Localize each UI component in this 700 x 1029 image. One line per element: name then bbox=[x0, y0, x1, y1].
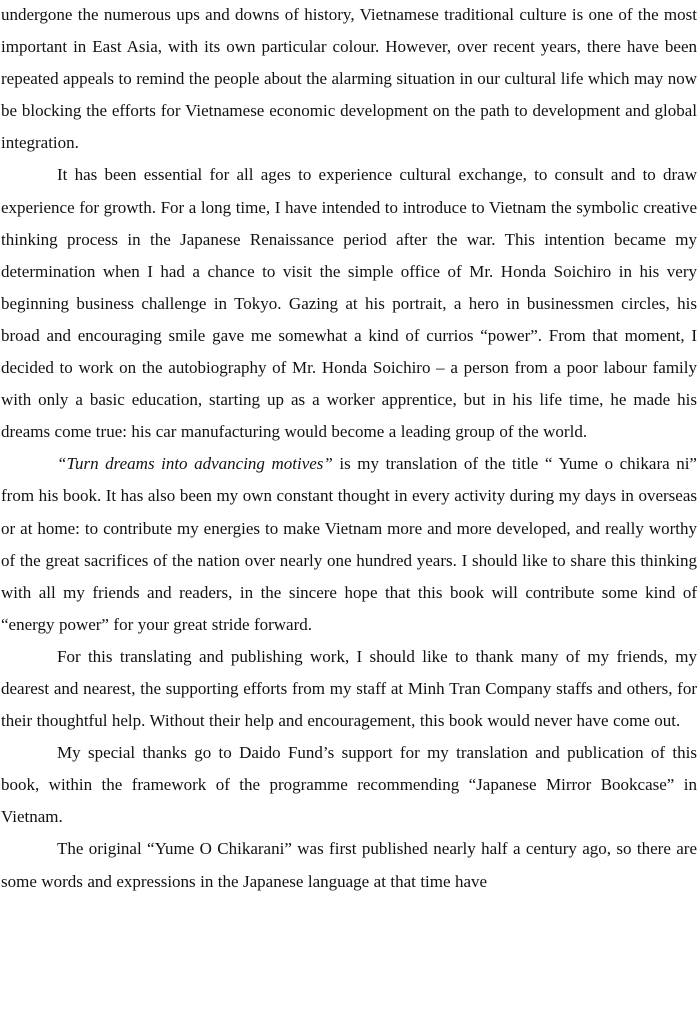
paragraph-daido-fund bbox=[0, 737, 700, 833]
paragraph-text: is my translation of the title “ Yume o chikara ni” from his book. It has also been my own constant thought in every activity during my days in overseas or at home: to contribute my energies to make Vietnam more and more developed, and really worthy of the great sacrifices of the nation over nearly one hundred years. I should like to share this thinking with all my friends and readers, in the sincere hope that this book will contribute some kind of “energy power” for your great stride forward. bbox=[1, 454, 697, 634]
paragraph-text: My special thanks go to Daido Fund’s support for my translation and publication of this book, within the framework of the programme recommending “Japanese Mirror Bookcase” in Vietnam. bbox=[1, 743, 697, 827]
paragraph-acknowledgements bbox=[0, 641, 700, 737]
paragraph-original-publication bbox=[0, 833, 700, 897]
paragraph-honda-soichiro bbox=[0, 159, 700, 448]
paragraph-text: undergone the numerous ups and downs of history, Vietnamese traditional culture is one of the most important in East Asia, with its own particular colour. However, over recent years, there have been repeated appeals to remind the people about the alarming situation in our cultural life which may now be blocking the efforts for Vietnamese economic development on the path to development and global integration. bbox=[1, 5, 697, 153]
paragraph-text: It has been essential for all ages to experience cultural exchange, to consult and to draw experience for growth. For a long time, I have intended to introduce to Vietnam the symbolic creative thinking process in the Japanese Renaissance period after the war. This intention became my determination when I had a chance to visit the simple office of Mr. Honda Soichiro in his very beginning business challenge in Tokyo. Gazing at his portrait, a hero in businessmen circles, his broad and encouraging smile gave me somewhat a kind of currios “power”. From that moment, I decided to work on the autobiography of Mr. Honda Soichiro – a person from a poor labour family with only a basic education, starting up as a worker apprentice, but in his life time, he made his dreams come true: his car manufacturing would become a leading group of the world. bbox=[1, 165, 697, 442]
paragraph-text: For this translating and publishing work, I should like to thank many of my friends, my dearest and nearest, the supporting efforts from my staff at Minh Tran Company staffs and others, for their thoughtful help. Without their help and encouragement, this book would never have come out. bbox=[1, 646, 697, 731]
italic-book-title: “Turn dreams into advancing motives” bbox=[57, 454, 333, 474]
paragraph-text: The original “Yume O Chikarani” was first published nearly half a century ago, so there are some words and expressions in the Japanese language at that time have bbox=[1, 839, 697, 891]
paragraph-title-translation bbox=[0, 448, 700, 641]
paragraph-culture bbox=[0, 0, 700, 159]
